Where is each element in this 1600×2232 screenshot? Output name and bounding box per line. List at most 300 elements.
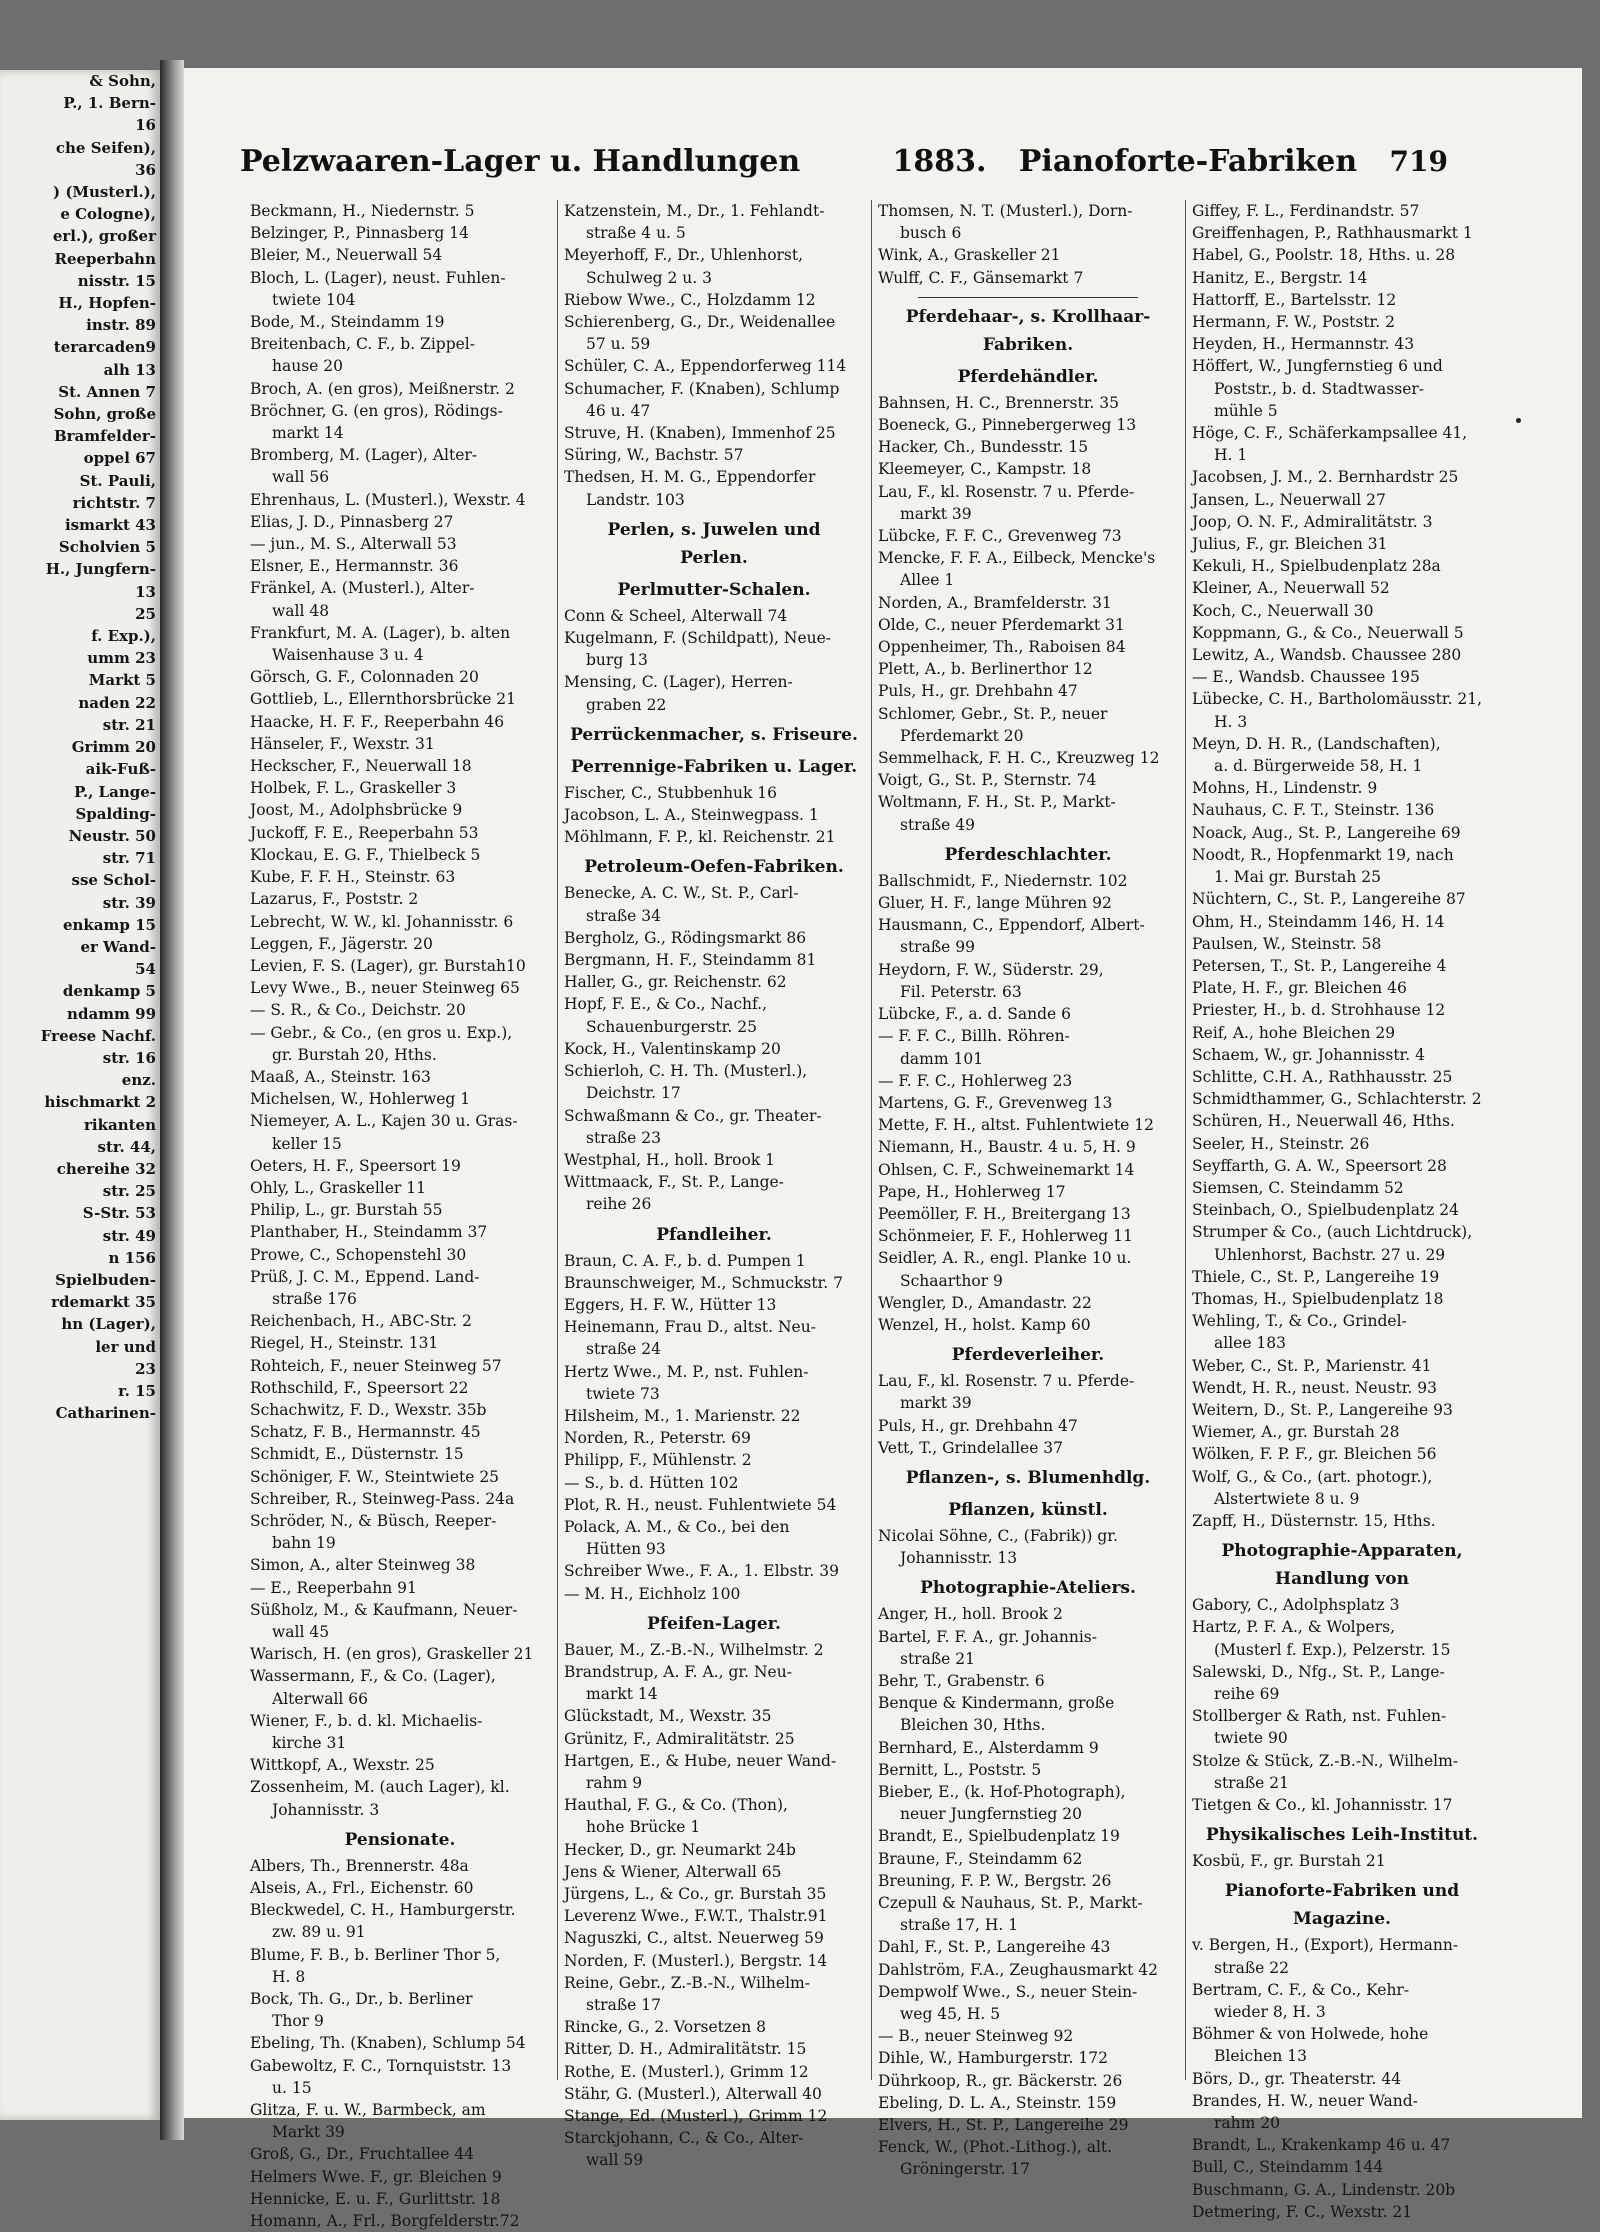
section-heading: Pferdeverleiher. [951, 1345, 1105, 1366]
facing-page-line: e Cologne), [60, 205, 156, 224]
directory-entry: Lübcke, F., a. d. Sande 6 [878, 1005, 1072, 1024]
directory-entry: Jürgens, L., & Co., gr. Burstah 35 [564, 1885, 827, 1903]
facing-page-line: str. 39 [102, 893, 156, 912]
facing-page-line: aik-Fuß- [85, 760, 156, 779]
entry-continuation: straße 24 [586, 1340, 662, 1359]
entry-continuation: reihe 26 [586, 1195, 652, 1214]
directory-entry: Süßholz, M., & Kaufmann, Neuer- [250, 1600, 518, 1619]
directory-entry: Jansen, L., Neuerwall 27 [1192, 490, 1386, 509]
entry-continuation: straße 21 [1214, 1773, 1290, 1792]
page-number: 719 [1389, 145, 1448, 178]
section-heading: Perlen, s. Juwelen und [607, 519, 821, 540]
header-left-title: Pelzwaaren-Lager u. Handlungen [240, 144, 801, 179]
directory-entry: Hacker, Ch., Bundesstr. 15 [878, 438, 1089, 457]
facing-page-line: 13 [135, 582, 156, 601]
directory-entry: Nicolai Söhne, C., (Fabrik)) gr. [878, 1526, 1118, 1545]
directory-entry: Koppmann, G., & Co., Neuerwall 5 [1192, 623, 1464, 642]
entry-continuation: Schaarthor 9 [900, 1271, 1003, 1290]
directory-entry: Kock, H., Valentinskamp 20 [564, 1039, 781, 1058]
directory-entry: Dahl, F., St. P., Langereihe 43 [878, 1938, 1111, 1957]
directory-entry: Beckmann, H., Niedernstr. 5 [250, 202, 475, 220]
entry-continuation: u. 15 [272, 2078, 312, 2097]
entry-continuation: Thor 9 [272, 2012, 324, 2031]
directory-entry: Oeters, H. F., Speersort 19 [250, 1156, 461, 1175]
entry-continuation: straße 23 [586, 1128, 662, 1147]
directory-entry: Stange, Ed. (Musterl.), Grimm 12 [564, 2107, 828, 2126]
directory-entry: Julius, F., gr. Bleichen 31 [1192, 535, 1388, 554]
facing-page-line: str. 44, [97, 1137, 156, 1156]
directory-entry: Dührkoop, R., gr. Bäckerstr. 26 [878, 2071, 1123, 2090]
directory-entry: Levy Wwe., B., neuer Steinweg 65 [250, 979, 520, 998]
directory-entry: Kleiner, A., Neuerwall 52 [1192, 579, 1390, 598]
entry-continuation: kirche 31 [272, 1734, 347, 1753]
directory-entry: Wehling, T., & Co., Grindel- [1192, 1312, 1407, 1331]
directory-entry: Riegel, H., Steinstr. 131 [250, 1334, 439, 1353]
directory-entry: — E., Reeperbahn 91 [250, 1578, 417, 1597]
directory-entry: Hänseler, F., Wexstr. 31 [250, 734, 435, 753]
section-heading: Pflanzen, künstl. [948, 1499, 1108, 1520]
directory-entry: Seyffarth, G. A. W., Speersort 28 [1192, 1156, 1447, 1175]
directory-entry: Breuning, F. P. W., Bergstr. 26 [878, 1871, 1112, 1890]
directory-entry: Mette, F. H., altst. Fuhlentwiete 12 [878, 1116, 1154, 1135]
facing-page-line: chereihe 32 [56, 1159, 156, 1178]
directory-entry: Gabewoltz, F. C., Tornquiststr. 13 [250, 2056, 512, 2075]
directory-entry: Warisch, H. (en gros), Graskeller 21 [250, 1645, 534, 1664]
facing-page-line: P., Lange- [74, 782, 156, 801]
directory-entry: — B., neuer Steinweg 92 [878, 2027, 1074, 2046]
facing-page-line: rdemarkt 35 [51, 1293, 156, 1312]
directory-entry: — S. R., & Co., Deichstr. 20 [250, 1001, 466, 1020]
directory-entry: Schwaßmann & Co., gr. Theater- [564, 1106, 822, 1125]
directory-entry: Alseis, A., Frl., Eichenstr. 60 [250, 1879, 474, 1898]
facing-page-line: umm 23 [87, 649, 156, 668]
entry-continuation: wall 45 [272, 1623, 330, 1641]
directory-entry: Ohly, L., Graskeller 11 [250, 1178, 426, 1197]
directory-entry: Tietgen & Co., kl. Johannisstr. 17 [1192, 1796, 1453, 1815]
directory-entry: Schüren, H., Neuerwall 46, Hths. [1192, 1112, 1455, 1131]
directory-entry: Hattorff, E., Bartelsstr. 12 [1192, 290, 1397, 309]
directory-page [184, 68, 1582, 2231]
directory-entry: Bock, Th. G., Dr., b. Berliner [250, 1990, 473, 2009]
directory-entry: Siemsen, C. Steindamm 52 [1192, 1178, 1404, 1197]
directory-entry: Starckjohann, C., & Co., Alter- [564, 2129, 804, 2148]
directory-entry: Weber, C., St. P., Marienstr. 41 [1192, 1356, 1432, 1375]
entry-continuation: straße 17 [586, 1996, 662, 2015]
directory-entry: Lebrecht, W. W., kl. Johannisstr. 6 [250, 912, 514, 931]
directory-entry: Woltmann, F. H., St. P., Markt- [878, 793, 1116, 812]
directory-entry: Mencke, F. F. A., Eilbeck, Mencke's [878, 549, 1156, 568]
directory-entry: Oppenheimer, Th., Raboisen 84 [878, 638, 1126, 657]
facing-page-line: r. 15 [118, 1381, 156, 1400]
directory-entry: Schreiber Wwe., F. A., 1. Elbstr. 39 [564, 1562, 839, 1581]
directory-entry: Mensing, C. (Lager), Herren- [564, 673, 793, 692]
directory-entry: Mohns, H., Lindenstr. 9 [1192, 779, 1378, 798]
directory-entry: Wink, A., Graskeller 21 [878, 246, 1061, 265]
section-heading: Perrennige-Fabriken u. Lager. [570, 756, 858, 777]
entry-continuation: 57 u. 59 [586, 335, 651, 354]
directory-entry: Kekuli, H., Spielbudenplatz 28a [1192, 557, 1441, 576]
directory-entry: Niemann, H., Baustr. 4 u. 5, H. 9 [878, 1138, 1136, 1157]
directory-entry: Philip, L., gr. Burstah 55 [250, 1201, 443, 1220]
directory-entry: Salewski, D., Nfg., St. P., Lange- [1192, 1662, 1445, 1681]
facing-page-line: ) (Musterl.), [53, 183, 156, 202]
directory-entry: Möhlmann, F. P., kl. Reichenstr. 21 [564, 828, 836, 847]
facing-page-line: Spielbuden- [55, 1270, 156, 1289]
directory-entry: Rohteich, F., neuer Steinweg 57 [250, 1356, 502, 1375]
directory-entry: Bergholz, G., Rödingsmarkt 86 [564, 928, 807, 947]
directory-entry: Ehrenhaus, L. (Musterl.), Wexstr. 4 [250, 490, 526, 509]
directory-entry: Haacke, H. F. F., Reeperbahn 46 [250, 712, 505, 731]
directory-entry: Thomas, H., Spielbudenplatz 18 [1192, 1289, 1444, 1308]
directory-entry: Brandt, E., Spielbudenplatz 19 [878, 1827, 1120, 1846]
directory-entry: Schreiber, R., Steinweg-Pass. 24a [250, 1489, 515, 1508]
directory-entry: Wölken, F. P. F., gr. Bleichen 56 [1192, 1445, 1437, 1464]
directory-entry: Peemöller, F. H., Breitergang 13 [878, 1204, 1131, 1223]
entry-continuation: 46 u. 47 [586, 401, 651, 420]
directory-entry: Haller, G., gr. Reichenstr. 62 [564, 973, 787, 992]
entry-continuation: mühle 5 [1214, 401, 1278, 420]
entry-continuation: Deichstr. 17 [586, 1084, 681, 1103]
directory-entry: Bleckwedel, C. H., Hamburgerstr. [250, 1901, 516, 1920]
directory-entry: Lübecke, C. H., Bartholomäusstr. 21, [1192, 690, 1483, 709]
directory-entry: — jun., M. S., Alterwall 53 [250, 535, 457, 554]
directory-entry: Levien, F. S. (Lager), gr. Burstah10 [250, 956, 526, 975]
entry-continuation: graben 22 [586, 695, 667, 714]
directory-entry: Prowe, C., Schopenstehl 30 [250, 1245, 467, 1264]
directory-entry: — M. H., Eichholz 100 [564, 1584, 741, 1603]
facing-page-line: 23 [135, 1359, 156, 1378]
directory-entry: Schumacher, F. (Knaben), Schlump [564, 379, 840, 398]
facing-page-line: instr. 89 [86, 316, 156, 335]
directory-entry: Wiemer, A., gr. Burstah 28 [1192, 1423, 1400, 1442]
facing-page-line: alh 13 [103, 360, 156, 379]
directory-entry: Bieber, E., (k. Hof-Photograph), [878, 1782, 1126, 1801]
header-year: 1883. [892, 144, 987, 179]
entry-continuation: Johannisstr. 3 [272, 1800, 380, 1819]
directory-entry: Noack, Aug., St. P., Langereihe 69 [1192, 823, 1461, 842]
directory-entry: Schüler, C. A., Eppendorferweg 114 [564, 357, 847, 376]
directory-entry: Simon, A., alter Steinweg 38 [250, 1556, 476, 1575]
directory-entry: Hecker, D., gr. Neumarkt 24b [564, 1840, 796, 1859]
directory-entry: Nauhaus, C. F. T., Steinstr. 136 [1192, 801, 1435, 820]
entry-continuation: Schauenburgerstr. 25 [586, 1017, 757, 1036]
facing-page-line: 16 [135, 116, 156, 135]
directory-entry: Lewitz, A., Wandsb. Chaussee 280 [1192, 646, 1462, 665]
directory-entry: Jens & Wiener, Alterwall 65 [564, 1862, 782, 1881]
facing-page-line: denkamp 5 [62, 982, 156, 1001]
directory-entry: Noodt, R., Hopfenmarkt 19, nach [1192, 845, 1454, 864]
facing-page-line: Freese Nachf. [40, 1026, 156, 1045]
directory-entry: Stähr, G. (Musterl.), Alterwall 40 [564, 2084, 822, 2103]
directory-entry: Heydorn, F. W., Süderstr. 29, [878, 960, 1104, 979]
directory-entry: Steinbach, O., Spielbudenplatz 24 [1192, 1201, 1459, 1220]
directory-entry: Elsner, E., Hermannstr. 36 [250, 557, 459, 576]
facing-page-line: er Wand- [80, 937, 156, 956]
entry-continuation: straße 21 [900, 1649, 976, 1668]
directory-entry: Pape, H., Hohlerweg 17 [878, 1182, 1066, 1201]
entry-continuation: markt 14 [586, 1685, 658, 1704]
facing-page-line: str. 16 [102, 1048, 156, 1067]
entry-continuation: straße 22 [1214, 1958, 1290, 1977]
entry-continuation: wall 48 [272, 601, 330, 620]
entry-continuation: wall 56 [272, 468, 330, 487]
section-heading: Handlung von [1275, 1569, 1409, 1590]
directory-entry: — Gebr., & Co., (en gros u. Exp.), [250, 1023, 513, 1042]
directory-entry: Nüchtern, C., St. P., Langereihe 87 [1192, 890, 1466, 909]
directory-entry: Juckoff, F. E., Reeperbahn 53 [250, 823, 479, 842]
section-rule [918, 297, 1138, 298]
entry-continuation: weg 45, H. 5 [900, 2005, 1001, 2024]
facing-page-line: S-Str. 53 [82, 1204, 156, 1223]
directory-entry: Dempwolf Wwe., S., neuer Stein- [878, 1982, 1138, 2001]
directory-entry: Hennicke, E. u. F., Gurlittstr. 18 [250, 2189, 501, 2208]
entry-continuation: Alstertwiete 8 u. 9 [1214, 1489, 1360, 1508]
directory-entry: Ohm, H., Steindamm 146, H. 14 [1192, 912, 1445, 931]
directory-entry: Philipp, F., Mühlenstr. 2 [564, 1451, 752, 1470]
directory-entry: Plett, A., b. Berlinerthor 12 [878, 660, 1093, 679]
facing-page-line: enz. [121, 1071, 156, 1090]
entry-continuation: straße 99 [900, 938, 976, 957]
directory-entry: Semmelhack, F. H. C., Kreuzweg 12 [878, 749, 1160, 768]
directory-entry: Holbek, F. L., Graskeller 3 [250, 779, 457, 798]
facing-page-line: St. Annen 7 [58, 382, 156, 401]
directory-entry: Lau, F., kl. Rosenstr. 7 u. Pferde- [878, 1372, 1135, 1391]
entry-continuation: markt 39 [900, 1394, 972, 1413]
directory-entry: Naguszki, C., altst. Neuerweg 59 [564, 1929, 824, 1948]
facing-page-line: ler und [95, 1337, 156, 1356]
directory-entry: Martens, G. F., Grevenweg 13 [878, 1093, 1113, 1112]
entry-continuation: keller 15 [272, 1134, 342, 1153]
section-heading: Pfeifen-Lager. [647, 1613, 781, 1634]
directory-entry: Joost, M., Adolphsbrücke 9 [250, 801, 463, 820]
directory-entry: Höge, C. F., Schäferkampsallee 41, [1192, 424, 1468, 443]
directory-entry: Bloch, L. (Lager), neust. Fuhlen- [250, 268, 506, 287]
facing-page-line: Scholvien 5 [58, 538, 156, 557]
facing-page-line: ndamm 99 [67, 1004, 156, 1023]
directory-entry: Schierloh, C. H. Th. (Musterl.), [564, 1062, 808, 1081]
directory-entry: Weitern, D., St. P., Langereihe 93 [1192, 1400, 1453, 1419]
directory-entry: Puls, H., gr. Drehbahn 47 [878, 682, 1078, 701]
entry-continuation: straße 17, H. 1 [900, 1916, 1019, 1935]
directory-entry: Anger, H., holl. Brook 2 [878, 1605, 1063, 1624]
facing-page-line: H., Hopfen- [58, 294, 156, 313]
entry-continuation: rahm 20 [1214, 2114, 1280, 2133]
directory-entry: Wulff, C. F., Gänsemarkt 7 [878, 268, 1084, 287]
directory-entry: Hauthal, F. G., & Co. (Thon), [564, 1796, 788, 1815]
directory-entry: Ohlsen, C. F., Schweinemarkt 14 [878, 1160, 1135, 1179]
column-3 [878, 200, 1178, 2179]
entry-continuation: straße 176 [272, 1289, 357, 1308]
column-divider [1185, 200, 1186, 2080]
directory-entry: Thomsen, N. T. (Musterl.), Dorn- [878, 202, 1133, 220]
directory-entry: Dahlström, F.A., Zeughausmarkt 42 [878, 1960, 1158, 1979]
directory-entry: Behr, T., Grabenstr. 6 [878, 1671, 1045, 1690]
directory-entry: Wolf, G., & Co., (art. photogr.), [1192, 1467, 1433, 1486]
section-heading: Physikalisches Leih-Institut. [1205, 1825, 1479, 1846]
facing-page-line: 54 [135, 960, 156, 979]
entry-continuation: gr. Burstah 20, Hths. [272, 1045, 437, 1064]
facing-page-line: hn (Lager), [61, 1315, 156, 1334]
directory-entry: Gabory, C., Adolphsplatz 3 [1192, 1596, 1400, 1615]
directory-entry: Broch, A. (en gros), Meißnerstr. 2 [250, 379, 515, 398]
directory-entry: Lübcke, F. F. C., Grevenweg 73 [878, 527, 1122, 546]
column-divider [871, 200, 872, 2080]
section-heading: Pianoforte-Fabriken und [1224, 1881, 1460, 1902]
section-heading: Pensionate. [344, 1829, 456, 1850]
entry-continuation: neuer Jungfernstieg 20 [900, 1805, 1082, 1824]
directory-entry: Süring, W., Bachstr. 57 [564, 446, 744, 465]
directory-entry: v. Bergen, H., (Export), Hermann- [1192, 1936, 1459, 1955]
directory-entry: Schröder, N., & Büsch, Reeper- [250, 1511, 497, 1530]
directory-entry: Homann, A., Frl., Borgfelderstr.72 [250, 2212, 520, 2231]
directory-entry: Helmers Wwe. F., gr. Bleichen 9 [250, 2167, 502, 2186]
directory-entry: Giffey, F. L., Ferdinandstr. 57 [1192, 202, 1420, 220]
directory-entry: Gluer, H. F., lange Mühren 92 [878, 894, 1112, 913]
section-heading: Pferdeschlachter. [944, 844, 1112, 865]
directory-entry: Böhmer & von Holwede, hohe [1192, 2025, 1429, 2044]
directory-entry: Bernitt, L., Poststr. 5 [878, 1760, 1042, 1779]
entry-continuation: wall 59 [586, 2151, 644, 2170]
directory-entry: Brandstrup, A. F. A., gr. Neu- [564, 1662, 792, 1681]
directory-entry: Seeler, H., Steinstr. 26 [1192, 1134, 1370, 1153]
directory-entry: Bleier, M., Neuerwall 54 [250, 246, 443, 265]
facing-page-line: che Seifen), [55, 138, 156, 157]
directory-entry: Struve, H. (Knaben), Immenhof 25 [564, 424, 836, 443]
directory-entry: Bertram, C. F., & Co., Kehr- [1192, 1980, 1410, 1999]
directory-entry: Hertz Wwe., M. P., nst. Fuhlen- [564, 1362, 809, 1381]
directory-entry: Buschmann, G. A., Lindenstr. 20b [1192, 2180, 1456, 2199]
entry-continuation: busch 6 [900, 224, 962, 243]
facing-page-line: Spalding- [75, 804, 156, 823]
section-heading: Petroleum-Oefen-Fabriken. [584, 857, 844, 878]
facing-page-line: str. 49 [102, 1226, 156, 1245]
directory-entry: Hermann, F. W., Poststr. 2 [1192, 313, 1395, 332]
facing-page-line: Reeperbahn [54, 249, 156, 268]
directory-entry: Leverenz Wwe., F.W.T., Thalstr.91 [564, 1907, 828, 1926]
entry-continuation: twiete 73 [586, 1384, 660, 1403]
directory-entry: Bode, M., Steindamm 19 [250, 313, 445, 332]
directory-entry: — F. F. C., Hohlerweg 23 [878, 1071, 1073, 1090]
entry-continuation: a. d. Bürgerweide 58, H. 1 [1214, 757, 1423, 776]
directory-entry: Seidler, A. R., engl. Planke 10 u. [878, 1249, 1132, 1268]
directory-entry: Voigt, G., St. P., Sternstr. 74 [878, 771, 1097, 790]
entry-continuation: hohe Brücke 1 [586, 1818, 701, 1837]
directory-entry: Blume, F. B., b. Berliner Thor 5, [250, 1945, 501, 1964]
facing-page-line: sse Schol- [71, 871, 156, 890]
entry-continuation: Uhlenhorst, Bachstr. 27 u. 29 [1214, 1245, 1446, 1264]
section-heading: Perrückenmacher, s. Friseure. [570, 724, 858, 745]
directory-entry: Plate, H. F., gr. Bleichen 46 [1192, 979, 1407, 998]
directory-entry: Maaß, A., Steinstr. 163 [250, 1067, 431, 1086]
facing-page-line: & Sohn, [89, 72, 156, 90]
directory-entry: Prüß, J. C. M., Eppend. Land- [250, 1267, 480, 1286]
directory-entry: Koch, C., Neuerwall 30 [1192, 601, 1374, 620]
directory-entry: Jacobsen, J. M., 2. Bernhardstr 25 [1192, 468, 1459, 487]
facing-page-line: oppel 67 [83, 449, 156, 468]
directory-entry: Schlitte, C.H. A., Rathhausstr. 25 [1192, 1067, 1453, 1086]
entry-continuation: straße 49 [900, 815, 976, 834]
directory-entry: Jacobson, L. A., Steinwegpass. 1 [564, 806, 819, 825]
section-heading: Photographie-Ateliers. [920, 1578, 1136, 1599]
directory-entry: Stollberger & Rath, nst. Fuhlen- [1192, 1707, 1447, 1726]
directory-entry: Hilsheim, M., 1. Marienstr. 22 [564, 1406, 801, 1425]
directory-entry: Kosbü, F., gr. Burstah 21 [1192, 1852, 1386, 1871]
directory-entry: Schierenberg, G., Dr., Weidenallee [564, 313, 836, 332]
entry-continuation: H. 3 [1214, 712, 1248, 731]
directory-entry: Rothe, E. (Musterl.), Grimm 12 [564, 2062, 809, 2081]
directory-entry: Braunschweiger, M., Schmuckstr. 7 [564, 1273, 843, 1292]
directory-entry: Puls, H., gr. Drehbahn 47 [878, 1416, 1078, 1435]
directory-entry: Schlomer, Gebr., St. P., neuer [878, 704, 1108, 723]
entry-continuation: twiete 104 [272, 290, 356, 309]
directory-entry: Hausmann, C., Eppendorf, Albert- [878, 916, 1145, 935]
facing-page-line: P., 1. Bern- [63, 94, 156, 113]
entry-continuation: straße 4 u. 5 [586, 224, 686, 243]
directory-entry: Ritter, D. H., Admiralitätstr. 15 [564, 2040, 807, 2059]
directory-entry: Bartel, F. F. A., gr. Johannis- [878, 1627, 1097, 1646]
directory-entry: Groß, G., Dr., Fruchtallee 44 [250, 2145, 475, 2164]
directory-entry: Brandt, L., Krakenkamp 46 u. 47 [1192, 2136, 1451, 2155]
directory-entry: Wiener, F., b. d. kl. Michaelis- [250, 1711, 483, 1730]
directory-entry: Stolze & Stück, Z.-B.-N., Wilhelm- [1192, 1751, 1459, 1770]
book-gutter [160, 60, 184, 2140]
directory-entry: Görsch, G. F., Colonnaden 20 [250, 668, 479, 687]
facing-page-line: terarcaden9 [53, 338, 156, 357]
entry-continuation: Allee 1 [900, 571, 955, 590]
directory-entry: — E., Wandsb. Chaussee 195 [1192, 668, 1420, 687]
directory-entry: Katzenstein, M., Dr., 1. Fehlandt- [564, 202, 825, 220]
facing-page-line: Bramfelder- [53, 427, 156, 446]
directory-entry: Wengler, D., Amandastr. 22 [878, 1293, 1092, 1312]
directory-entry: Niemeyer, A. L., Kajen 30 u. Gras- [250, 1112, 518, 1131]
directory-entry: Norden, R., Peterstr. 69 [564, 1429, 751, 1448]
directory-entry: Boeneck, G., Pinnebergerweg 13 [878, 416, 1137, 435]
directory-entry: Strumper & Co., (auch Lichtdruck), [1192, 1223, 1473, 1242]
directory-entry: Reine, Gebr., Z.-B.-N., Wilhelm- [564, 1973, 810, 1992]
directory-entry: Wassermann, F., & Co. (Lager), [250, 1667, 496, 1686]
entry-continuation: (Musterl f. Exp.), Pelzerstr. 15 [1214, 1640, 1451, 1659]
directory-entry: Priester, H., b. d. Strohhause 12 [1192, 1001, 1446, 1020]
directory-entry: Meyn, D. H. R., (Landschaften), [1192, 734, 1441, 753]
facing-page-line: str. 71 [102, 849, 156, 868]
entry-continuation: damm 101 [900, 1049, 984, 1068]
column-4 [1192, 200, 1492, 2221]
directory-entry: Glückstadt, M., Wexstr. 35 [564, 1707, 772, 1726]
directory-entry: Dihle, W., Hamburgerstr. 172 [878, 2049, 1108, 2068]
facing-page-line: rikanten [84, 1115, 156, 1134]
directory-entry: Frankfurt, M. A. (Lager), b. alten [250, 623, 511, 642]
directory-entry: Rothschild, F., Speersort 22 [250, 1378, 469, 1397]
directory-entry: Bröchner, G. (en gros), Rödings- [250, 401, 503, 420]
directory-entry: Zossenheim, M. (auch Lager), kl. [250, 1778, 510, 1797]
entry-continuation: Fil. Peterstr. 63 [900, 982, 1022, 1001]
directory-entry: Eggers, H. F. W., Hütter 13 [564, 1295, 777, 1314]
directory-entry: Norden, A., Bramfelderstr. 31 [878, 593, 1112, 612]
section-heading: Pfandleiher. [656, 1224, 772, 1245]
directory-entry: Schachwitz, F. D., Wexstr. 35b [250, 1400, 487, 1419]
column-divider [557, 200, 558, 2080]
entry-continuation: allee 183 [1214, 1334, 1287, 1353]
directory-entry: Schmidt, E., Düsternstr. 15 [250, 1445, 464, 1464]
facing-page-line: 36 [135, 160, 156, 179]
directory-entry: — S., b. d. Hütten 102 [564, 1473, 739, 1492]
directory-entry: Schaem, W., gr. Johannisstr. 4 [1192, 1045, 1425, 1064]
directory-entry: Reichenbach, H., ABC-Str. 2 [250, 1312, 472, 1331]
directory-entry: Hanitz, E., Bergstr. 14 [1192, 268, 1368, 287]
facing-page-line: St. Pauli, [79, 471, 156, 490]
directory-entry: Bernhard, E., Alsterdamm 9 [878, 1738, 1099, 1757]
directory-entry: Ebeling, D. L. A., Steinstr. 159 [878, 2093, 1117, 2112]
